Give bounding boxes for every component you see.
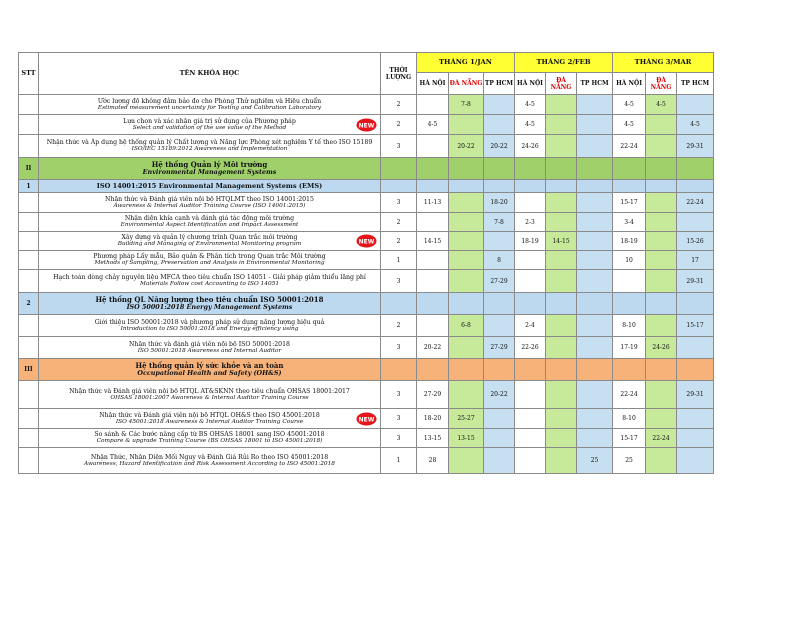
schedule-date-cell: 24-26 (515, 135, 546, 158)
schedule-date-cell (546, 315, 577, 337)
schedule-date-cell (484, 95, 515, 115)
course-name (39, 448, 381, 474)
schedule-date-cell (577, 95, 613, 115)
schedule-date-cell (677, 213, 714, 232)
schedule-date-cell (546, 409, 577, 429)
section-empty-cell (677, 293, 714, 315)
course-row (19, 270, 714, 293)
course-name-en: ISO 45001:2018 Awareness & Internal Auditor Training Course (115, 418, 304, 425)
section-empty-cell (577, 158, 613, 180)
section-empty-cell (449, 180, 484, 193)
course-row (19, 193, 714, 213)
city-hcm-header: TP HCM (677, 73, 714, 95)
schedule-date-cell: 24-26 (646, 337, 677, 359)
course-row (19, 115, 714, 135)
month-mar-header: THÁNG 3/MAR (613, 53, 714, 73)
schedule-date-cell (546, 251, 577, 270)
course-name (39, 232, 381, 251)
course-name-en: Building and Managing of Environmental Monitoring program (117, 241, 302, 247)
schedule-date-cell: 29-31 (677, 381, 714, 409)
schedule-date-cell (449, 381, 484, 409)
schedule-date-cell (577, 429, 613, 448)
schedule-date-cell (546, 337, 577, 359)
schedule-date-cell (417, 135, 449, 158)
schedule-date-cell: 13-15 (417, 429, 449, 448)
schedule-date-cell (577, 381, 613, 409)
course-name (39, 429, 381, 448)
course-row (19, 381, 714, 409)
schedule-date-cell: 10 (613, 251, 646, 270)
schedule-body (19, 95, 714, 474)
course-name-vn: Nhận Thức, Nhận Diện Mối Nguy và Đánh Giá Rủi Ro theo ISO 45001:2018 (90, 453, 329, 461)
section-empty-cell (515, 158, 546, 180)
course-name (39, 115, 381, 135)
schedule-date-cell: 18-20 (484, 193, 515, 213)
schedule-date-cell (515, 409, 546, 429)
schedule-date-cell: 28 (417, 448, 449, 474)
schedule-date-cell: 4-5 (613, 95, 646, 115)
course-name-en: ISO/IEC 15189:2012 Awareness and Implementation (131, 146, 288, 152)
schedule-date-cell: 4-5 (613, 115, 646, 135)
schedule-date-cell: 18-20 (417, 409, 449, 429)
section-empty-cell (546, 293, 577, 315)
schedule-date-cell (646, 270, 677, 293)
section-empty-cell (613, 180, 646, 193)
course-row (19, 251, 714, 270)
section-empty-cell (381, 359, 417, 381)
schedule-date-cell: 18-19 (613, 232, 646, 251)
stt-header: STT (19, 53, 39, 95)
section-empty-cell (677, 180, 714, 193)
course-name-en: Introduction to ISO 50001:2018 and Energy efficiency using (120, 325, 299, 332)
row-number (19, 381, 39, 409)
month-feb-header: THÁNG 2/FEB (515, 53, 613, 73)
new-badge-icon (356, 412, 377, 426)
schedule-date-cell (677, 448, 714, 474)
schedule-date-cell (417, 95, 449, 115)
section-empty-cell (381, 158, 417, 180)
course-row (19, 315, 714, 337)
course-name-header: TÊN KHÓA HỌC (39, 53, 381, 95)
course-row (19, 409, 714, 429)
new-badge-icon (356, 234, 377, 248)
schedule-date-cell: 17-19 (613, 337, 646, 359)
schedule-date-cell: 4-5 (417, 115, 449, 135)
section-title-en: ISO 50001:2018 Energy Management Systems (126, 303, 293, 311)
section-empty-cell (577, 180, 613, 193)
section-title (39, 359, 381, 381)
course-duration: 3 (381, 270, 417, 293)
course-name-vn: So sánh & Các bước nâng cấp từ BS OHSAS 18001 sang ISO 45001:2018 (94, 431, 325, 438)
course-duration: 2 (381, 232, 417, 251)
schedule-date-cell (577, 315, 613, 337)
section-empty-cell (381, 293, 417, 315)
course-name (39, 193, 381, 213)
section-empty-cell (484, 293, 515, 315)
course-name (39, 315, 381, 337)
schedule-date-cell (449, 270, 484, 293)
schedule-date-cell (577, 337, 613, 359)
city-hanoi-header: HÀ NỘI (417, 73, 449, 95)
schedule-date-cell (449, 251, 484, 270)
course-name-vn: Phương pháp Lấy mẫu, Bảo quản & Phân tích trong Quan trắc Môi trường (93, 253, 326, 260)
course-duration: 1 (381, 251, 417, 270)
schedule-date-cell (577, 251, 613, 270)
schedule-date-cell: 22-24 (646, 429, 677, 448)
course-duration: 3 (381, 429, 417, 448)
schedule-date-cell (646, 193, 677, 213)
city-hanoi-header: HÀ NỘI (515, 73, 546, 95)
schedule-date-cell: 27-29 (417, 381, 449, 409)
course-name-en: Awareness & Internal Auditor Training Course (ISO 14001:2015) (113, 202, 306, 209)
section-empty-cell (613, 293, 646, 315)
duration-header: THỜI LƯỢNG (381, 53, 417, 95)
schedule-date-cell (449, 115, 484, 135)
section-empty-cell (677, 158, 714, 180)
course-name-en: OHSAS 18001:2007 Awareness & Internal Auditor Training Course (110, 394, 309, 401)
schedule-date-cell (449, 193, 484, 213)
section-empty-cell (515, 359, 546, 381)
section-row (19, 293, 714, 315)
section-empty-cell (449, 158, 484, 180)
new-badge-icon (356, 118, 377, 132)
section-empty-cell (613, 158, 646, 180)
section-title-text: ISO 14001:2015 Environmental Management Systems (EMS) (96, 181, 323, 190)
schedule-date-cell: 2-4 (515, 315, 546, 337)
course-duration: 2 (381, 95, 417, 115)
section-empty-cell (417, 158, 449, 180)
row-number (19, 409, 39, 429)
schedule-date-cell: 3-4 (613, 213, 646, 232)
course-row (19, 337, 714, 359)
section-empty-cell (515, 180, 546, 193)
course-row (19, 213, 714, 232)
training-schedule-table (18, 52, 714, 474)
schedule-date-cell: 17 (677, 251, 714, 270)
course-name-vn: Xây dựng và quản lý chương trình Quan trắc môi trường (121, 234, 298, 241)
schedule-date-cell: 20-22 (449, 135, 484, 158)
section-empty-cell (484, 158, 515, 180)
schedule-date-cell (484, 429, 515, 448)
schedule-date-cell (646, 251, 677, 270)
schedule-date-cell (646, 135, 677, 158)
schedule-date-cell (646, 232, 677, 251)
city-hcm-header: TP HCM (577, 73, 613, 95)
section-empty-cell (484, 180, 515, 193)
schedule-date-cell: 8-10 (613, 409, 646, 429)
schedule-date-cell: 20-22 (484, 135, 515, 158)
new-badge-label: NEW (358, 238, 375, 246)
schedule-date-cell (546, 115, 577, 135)
schedule-date-cell (449, 448, 484, 474)
schedule-date-cell (646, 115, 677, 135)
schedule-date-cell (546, 193, 577, 213)
schedule-date-cell (577, 270, 613, 293)
course-name (39, 213, 381, 232)
schedule-date-cell (515, 270, 546, 293)
course-name-vn: Giới thiệu ISO 50001:2018 và phương pháp sử dụng năng lượng hiệu quả (94, 318, 325, 326)
course-name (39, 251, 381, 270)
course-name-en: Awareness, Hazard Identification and Risk Assessment According to ISO 45001:2018 (84, 460, 335, 467)
section-empty-cell (417, 359, 449, 381)
schedule-date-cell (577, 213, 613, 232)
month-jan-header: THÁNG 1/JAN (417, 53, 515, 73)
schedule-date-cell: 14-15 (417, 232, 449, 251)
schedule-date-cell (646, 448, 677, 474)
course-name (39, 95, 381, 115)
schedule-date-cell (515, 193, 546, 213)
schedule-date-cell (417, 213, 449, 232)
schedule-date-cell (646, 381, 677, 409)
schedule-date-cell: 13-15 (449, 429, 484, 448)
schedule-date-cell: 4-5 (515, 115, 546, 135)
schedule-date-cell (677, 95, 714, 115)
schedule-date-cell (484, 232, 515, 251)
course-name (39, 135, 381, 158)
schedule-date-cell (484, 409, 515, 429)
course-name-en: ISO 50001:2018 Awareness and Internal Auditor (137, 347, 282, 354)
row-number (19, 270, 39, 293)
schedule-date-cell (646, 213, 677, 232)
course-duration: 3 (381, 381, 417, 409)
schedule-date-cell: 6-8 (449, 315, 484, 337)
schedule-date-cell (449, 232, 484, 251)
schedule-date-cell: 25 (613, 448, 646, 474)
section-empty-cell (613, 359, 646, 381)
schedule-date-cell (613, 270, 646, 293)
schedule-date-cell (546, 95, 577, 115)
course-name-en: Estimated measurement uncertainty for Testing and Calibration Laboratory (97, 104, 322, 111)
schedule-date-cell (546, 135, 577, 158)
schedule-date-cell: 7-8 (449, 95, 484, 115)
schedule-date-cell (677, 409, 714, 429)
schedule-date-cell (677, 337, 714, 359)
schedule-date-cell: 8-10 (613, 315, 646, 337)
schedule-date-cell (417, 251, 449, 270)
section-title (39, 293, 381, 315)
course-row (19, 429, 714, 448)
schedule-date-cell (546, 213, 577, 232)
row-number (19, 115, 39, 135)
section-title-vn: Hệ thống Quản lý Môi trường (151, 160, 268, 169)
schedule-date-cell (449, 337, 484, 359)
course-name-vn: Nhận thức và Áp dụng hệ thống quản lý Chất lượng và Năng lực Phòng xét nghiệm Y tế theo ISO 15189 (46, 139, 373, 146)
schedule-date-cell: 4-5 (677, 115, 714, 135)
row-number (19, 95, 39, 115)
course-duration: 2 (381, 115, 417, 135)
section-empty-cell (546, 180, 577, 193)
schedule-date-cell: 15-17 (613, 193, 646, 213)
course-name-en: Select and validation of the use value of the Method (132, 124, 287, 131)
schedule-date-cell (515, 429, 546, 448)
section-empty-cell (381, 180, 417, 193)
course-name (39, 337, 381, 359)
schedule-date-cell (577, 232, 613, 251)
schedule-date-cell (677, 429, 714, 448)
course-duration: 3 (381, 135, 417, 158)
section-empty-cell (417, 180, 449, 193)
course-duration: 2 (381, 315, 417, 337)
schedule-date-cell (449, 213, 484, 232)
section-number: II (19, 158, 39, 180)
schedule-date-cell (577, 409, 613, 429)
section-title-vn: Hệ thống QL Năng lượng theo tiêu chuẩn ISO 50001:2018 (95, 295, 324, 304)
course-duration: 1 (381, 448, 417, 474)
section-empty-cell (417, 293, 449, 315)
new-badge-label: NEW (358, 121, 375, 129)
schedule-date-cell: 4-5 (646, 95, 677, 115)
section-empty-cell (449, 293, 484, 315)
course-duration: 3 (381, 337, 417, 359)
course-row (19, 95, 714, 115)
course-name-en: Compare & upgrade Training Course (BS OHSAS 18001 to ISO 45001:2018) (96, 438, 323, 444)
course-name-vn: Nhận thức và Đánh giá viên nội bộ HTQLMT theo ISO 14001:2015 (105, 195, 314, 203)
section-empty-cell (546, 359, 577, 381)
course-name-en: Methods of Sampling, Preservation and Analysis in Environmental Monitoring (94, 260, 325, 266)
schedule-date-cell: 15-17 (677, 315, 714, 337)
section-title-vn: Hệ thống quản lý sức khỏe và an toàn (135, 361, 284, 370)
city-danang-header: ĐÀ NẴNG (646, 73, 677, 95)
section-title-en: Environmental Management Systems (142, 168, 277, 176)
schedule-date-cell: 15-17 (613, 429, 646, 448)
section-empty-cell (646, 359, 677, 381)
row-number (19, 232, 39, 251)
course-name-vn: Ước lượng độ không đảm bảo đo cho Phòng Thử nghiệm và Hiệu chuẩn (97, 97, 322, 105)
schedule-date-cell: 2-3 (515, 213, 546, 232)
city-hcm-header: TP HCM (484, 73, 515, 95)
schedule-date-cell (546, 381, 577, 409)
schedule-date-cell (484, 115, 515, 135)
schedule-date-cell: 22-24 (677, 193, 714, 213)
schedule-date-cell: 7-8 (484, 213, 515, 232)
schedule-date-cell (546, 448, 577, 474)
schedule-date-cell: 20-22 (417, 337, 449, 359)
section-empty-cell (646, 293, 677, 315)
section-title (39, 180, 381, 193)
course-name (39, 409, 381, 429)
schedule-date-cell (577, 115, 613, 135)
section-number: 2 (19, 293, 39, 315)
schedule-date-cell (577, 135, 613, 158)
city-danang-header: ĐÀ NẴNG (449, 73, 484, 95)
section-number: III (19, 359, 39, 381)
section-row (19, 158, 714, 180)
section-empty-cell (677, 359, 714, 381)
course-name (39, 270, 381, 293)
section-row (19, 359, 714, 381)
schedule-date-cell: 25-27 (449, 409, 484, 429)
schedule-date-cell: 22-26 (515, 337, 546, 359)
course-row (19, 232, 714, 251)
section-title (39, 158, 381, 180)
schedule-date-cell (577, 193, 613, 213)
course-row (19, 135, 714, 158)
schedule-date-cell: 8 (484, 251, 515, 270)
schedule-date-cell: 25 (577, 448, 613, 474)
course-name-vn: Nhận diện khía cạnh và đánh giá tác động môi trường (124, 215, 295, 222)
course-name-vn: Nhận thức và Đánh giá viên nội bộ HTQL AT&SKNN theo tiêu chuẩn OHSAS 18001:2017 (69, 387, 350, 395)
row-number (19, 193, 39, 213)
schedule-date-cell: 4-5 (515, 95, 546, 115)
schedule-date-cell (515, 251, 546, 270)
city-danang-header: ĐÀ NẴNG (546, 73, 577, 95)
section-empty-cell (546, 158, 577, 180)
row-number (19, 251, 39, 270)
schedule-date-cell: 14-15 (546, 232, 577, 251)
row-number (19, 429, 39, 448)
course-name-vn: Hạch toán dòng chảy nguyên liệu MFCA theo tiêu chuẩn ISO 14051 - Giải pháp giảm thiểu lãng phí (53, 274, 366, 281)
schedule-date-cell: 29-31 (677, 135, 714, 158)
row-number (19, 213, 39, 232)
schedule-date-cell (515, 381, 546, 409)
course-name-en: Materials Follow cost Accounting to ISO 14051 (139, 281, 280, 287)
schedule-date-cell (546, 429, 577, 448)
schedule-date-cell: 15-26 (677, 232, 714, 251)
course-name (39, 381, 381, 409)
row-number (19, 448, 39, 474)
schedule-date-cell: 22-24 (613, 135, 646, 158)
row-number (19, 337, 39, 359)
section-title-en: Occupational Health and Safety (OH&S) (137, 369, 282, 377)
city-hanoi-header: HÀ NỘI (613, 73, 646, 95)
course-duration: 3 (381, 409, 417, 429)
schedule-date-cell: 22-24 (613, 381, 646, 409)
section-number: 1 (19, 180, 39, 193)
schedule-date-cell: 11-13 (417, 193, 449, 213)
new-badge-label: NEW (358, 415, 375, 423)
section-empty-cell (449, 359, 484, 381)
schedule-date-cell: 27-29 (484, 337, 515, 359)
course-name-vn: Nhận thức và Đánh giá viên nội bộ HTQL OH&S theo ISO 45001:2018 (99, 411, 320, 419)
course-row (19, 448, 714, 474)
course-name-en: Environmental Aspect Identification and Impact Assessment (120, 222, 299, 228)
schedule-date-cell (417, 270, 449, 293)
course-name-vn: Lựa chọn và xác nhận giá trị sử dụng của Phương pháp (123, 117, 296, 125)
schedule-date-cell: 29-31 (677, 270, 714, 293)
schedule-date-cell (417, 315, 449, 337)
schedule-date-cell (484, 315, 515, 337)
schedule-date-cell: 27-29 (484, 270, 515, 293)
row-number (19, 135, 39, 158)
schedule-date-cell: 18-19 (515, 232, 546, 251)
schedule-date-cell (646, 409, 677, 429)
schedule-date-cell (546, 270, 577, 293)
course-duration: 2 (381, 213, 417, 232)
row-number (19, 315, 39, 337)
section-empty-cell (646, 158, 677, 180)
section-empty-cell (484, 359, 515, 381)
section-empty-cell (577, 293, 613, 315)
schedule-date-cell (646, 315, 677, 337)
section-empty-cell (515, 293, 546, 315)
schedule-date-cell (484, 448, 515, 474)
section-row (19, 180, 714, 193)
section-empty-cell (646, 180, 677, 193)
course-duration: 3 (381, 193, 417, 213)
schedule-date-cell: 20-22 (484, 381, 515, 409)
section-empty-cell (577, 359, 613, 381)
schedule-date-cell (515, 448, 546, 474)
course-name-vn: Nhận thức và đánh giá viên nội bộ ISO 50001:2018 (129, 340, 290, 348)
